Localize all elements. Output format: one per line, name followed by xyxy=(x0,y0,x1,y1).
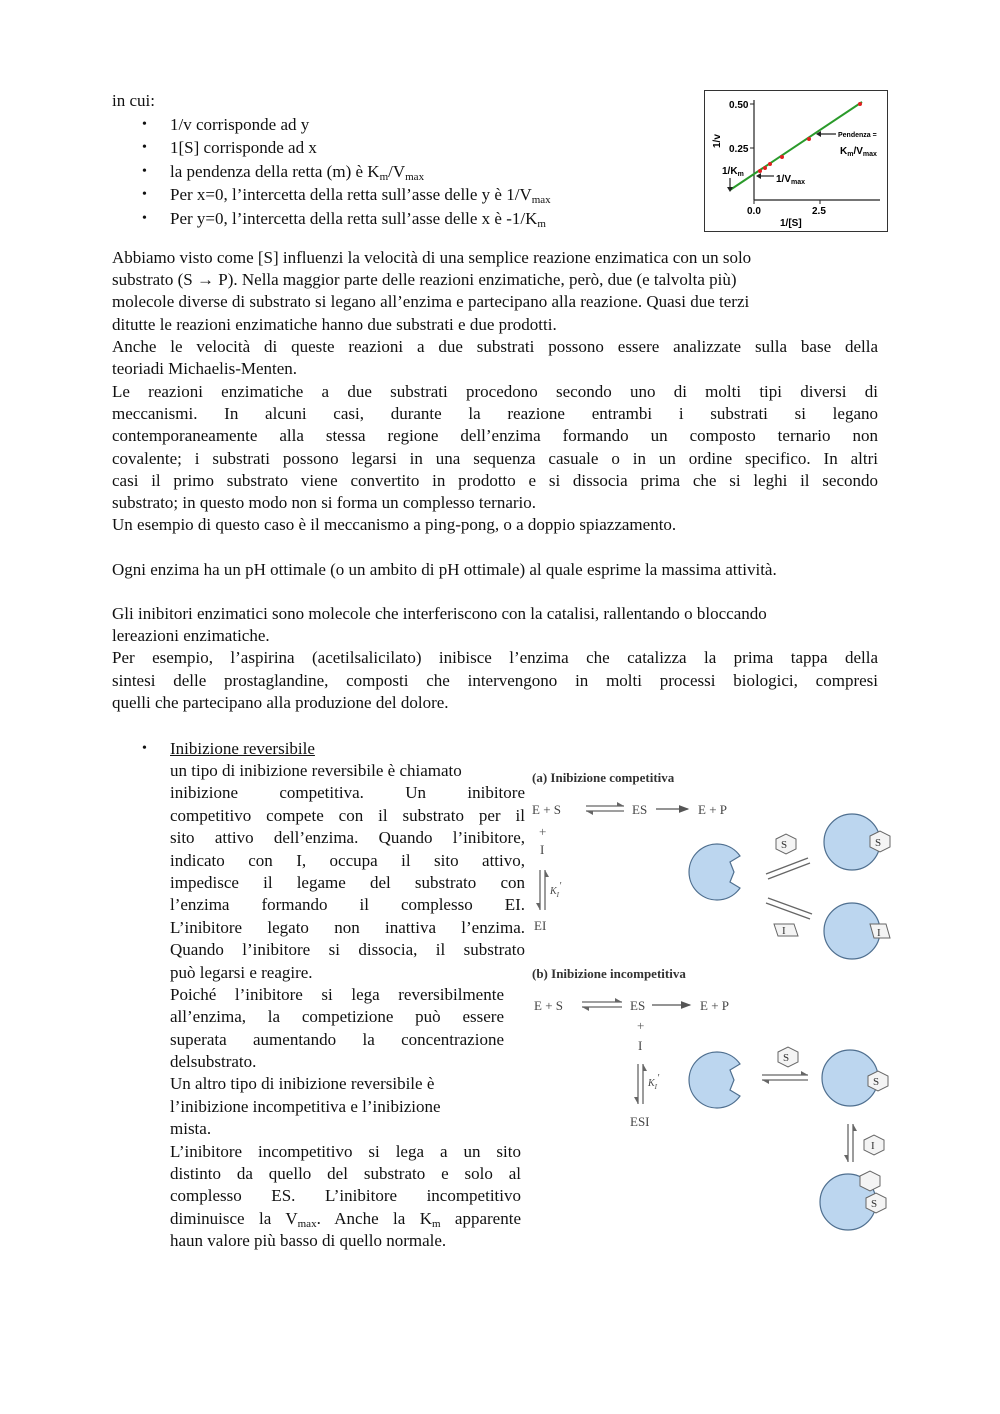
arrow-head xyxy=(762,1080,769,1084)
text-line: l’inibizione incompetitiva e l’inibizione xyxy=(170,1096,441,1116)
x-tick-label: 2.5 xyxy=(812,206,826,217)
enzyme-shape xyxy=(689,1052,740,1108)
text-line: indicato con I, occupa il sito attivo, xyxy=(170,850,525,870)
text-line: delsubstrato. xyxy=(170,1052,257,1072)
reaction-es: ES xyxy=(632,802,648,817)
substrate-label: S xyxy=(873,1076,880,1088)
panel-b-title: (b) Inibizione incompetitiva xyxy=(532,966,686,981)
bullet: • xyxy=(142,117,147,132)
text-line: mista. xyxy=(170,1119,212,1139)
inhibitor-label: I xyxy=(782,925,786,937)
ei-label: EI xyxy=(534,918,547,933)
reaction-left: E + S xyxy=(534,998,564,1013)
plot-frame xyxy=(705,91,888,232)
data-point xyxy=(780,155,784,159)
data-point xyxy=(858,102,862,106)
slope-formula: $K_m/V_{max}$ xyxy=(840,146,877,158)
bullet: • xyxy=(142,164,147,179)
text-line: Anche le velocità di queste reazioni a due substrati possono essere analizzate sulla base della xyxy=(112,337,878,356)
y-tick-label: 0.50 xyxy=(729,100,749,111)
text-line: sito attivo dell’enzima. Quando l’inibitore, xyxy=(170,828,525,848)
reaction-es: ES xyxy=(630,998,646,1013)
bullet: • xyxy=(142,187,147,202)
arrow-head xyxy=(853,1124,857,1131)
data-point xyxy=(768,162,772,166)
text-line: L’inibitore legato non inattiva l’enzima. xyxy=(170,917,525,937)
ki-label: $K_I'$ xyxy=(550,881,562,899)
substrate-label: S xyxy=(875,837,882,849)
text-line: impedisce il legame del substrato con xyxy=(170,872,525,892)
x-axis-label: 1/[S] xyxy=(780,218,802,229)
bound-inhibitor xyxy=(860,1171,880,1191)
bullet: • xyxy=(142,211,147,226)
inhibitor-label: I xyxy=(877,927,881,939)
text-line: competitivo compete con il substrato per il xyxy=(170,805,525,825)
text-line: lereazioni enzimatiche. xyxy=(112,626,270,645)
plus-sign: + xyxy=(637,1018,645,1033)
text-line: covalente; i substrati possono legarsi in una sequenza casuale o in un ordine specifico. In altri xyxy=(112,449,878,468)
arrow-head xyxy=(582,1007,589,1011)
ki-label: $K_I'$ xyxy=(648,1073,660,1091)
plus-sign: + xyxy=(539,824,547,839)
text-line: all’enzima, la competizione può essere xyxy=(170,1007,504,1027)
vmax-annotation: $1/V_{max}$ xyxy=(776,174,806,186)
text-line: substrato; in questo modo non si forma un complesso ternario. xyxy=(112,493,536,512)
inhibitor-label: I xyxy=(540,842,545,857)
text-line: Per esempio, l’aspirina (acetilsalicilato) inibisce l’enzima che catalizza la prima tappa della xyxy=(112,648,878,667)
paragraph-ph: Ogni enzima ha un pH ottimale (o un ambito di pH ottimale) al quale esprime la massima attività. xyxy=(112,560,777,579)
arrow-head xyxy=(801,1071,808,1075)
intro-text: in cui: xyxy=(112,91,155,110)
text-line: sintesi delle prostaglandine, composti che intervengono in molti processi biologici, compresi xyxy=(112,671,878,690)
substrate-label: S xyxy=(781,839,788,851)
section-heading: Inibizione reversibile xyxy=(170,739,315,758)
arrow-head xyxy=(545,870,549,877)
text-line: l’enzima formando il complesso EI. xyxy=(170,895,525,915)
list-item: la pendenza della retta (m) è $K_m/V_{max}$ xyxy=(170,162,425,183)
data-point xyxy=(758,169,762,173)
esi-label: ESI xyxy=(630,1114,650,1129)
inhibitor-shape xyxy=(774,924,798,936)
text-line: meccanismi. In alcuni casi, durante la reazione entrambi i substrati si legano xyxy=(112,404,878,423)
arrow-head xyxy=(615,998,622,1002)
arrow-head xyxy=(844,1155,848,1162)
substrate-label: S xyxy=(783,1052,790,1064)
text-line: Quando l’inibitore si dissocia, il substrato xyxy=(170,940,525,960)
arrow-head xyxy=(536,903,540,910)
bullet: • xyxy=(142,140,147,155)
text-line: inibizione competitiva. Un inibitore xyxy=(170,783,525,803)
arrow-head xyxy=(643,1064,647,1071)
text-line: Gli inibitori enzimatici sono molecole che interferiscono con la catalisi, rallentando o bloccando xyxy=(112,604,767,623)
list-item: 1[S] corrisponde ad x xyxy=(170,138,317,157)
bullet: • xyxy=(142,741,147,756)
text-line: diminuisce la $V_{max}$. Anche la $K_m$ apparente xyxy=(170,1208,521,1230)
text-line: Abbiamo visto come [S] influenzi la velocità di una semplice reazione enzimatica con un solo xyxy=(112,248,752,267)
list-item: 1/v corrisponde ad y xyxy=(170,115,310,134)
text-line: contemporaneamente alla stessa regione dell’enzima formando un composto ternario non xyxy=(112,426,878,445)
substrate-label: S xyxy=(871,1198,878,1210)
text-line: un tipo di inibizione reversibile è chiamato xyxy=(170,761,462,780)
text-line: superata aumentando la concentrazione xyxy=(170,1029,504,1049)
text-line: ditutte le reazioni enzimatiche hanno due substrati e due prodotti. xyxy=(112,315,557,334)
inhibitor-label: I xyxy=(638,1038,643,1053)
km-annotation: $1/K_m$ xyxy=(722,166,744,178)
slope-annotation: Pendenza = xyxy=(838,132,877,139)
arrow-head xyxy=(634,1097,638,1104)
text-line: Un esempio di questo caso è il meccanismo a ping-pong, o a doppio spiazzamento. xyxy=(112,515,677,534)
inhibitor-label: I xyxy=(871,1140,875,1152)
text-line: quelli che partecipano alla produzione del dolore. xyxy=(112,693,449,712)
text-line: Un altro tipo di inibizione reversibile è xyxy=(170,1074,435,1094)
x-tick-label: 0.0 xyxy=(747,206,761,217)
text-line: haun valore più basso di quello normale. xyxy=(170,1231,447,1251)
text-line: complesso ES. L’inibitore incompetitivo xyxy=(170,1186,521,1206)
text-line: molecole diverse di substrato si legano all’enzima e partecipano alla reazione. Quasi due terzi xyxy=(112,292,750,311)
arrow-head xyxy=(617,802,624,806)
text-line: Poiché l’inibitore si lega reversibilmente xyxy=(170,984,504,1004)
column-text xyxy=(170,760,525,1253)
y-tick-label: 0.25 xyxy=(729,144,749,155)
data-point xyxy=(763,166,767,170)
reaction-left: E + S xyxy=(532,802,562,817)
text-line: casi il primo substrato viene convertito in prodotto e si dissocia prima che si leghi il secondo xyxy=(112,471,878,490)
text-line: Le reazioni enzimatiche a due substrati procedono secondo uno di molti tipi diversi di xyxy=(112,382,878,401)
enzyme-shape xyxy=(689,844,740,900)
panel-a-title: (a) Inibizione competitiva xyxy=(532,770,675,785)
text-line: teoriadi Michaelis-Menten. xyxy=(112,359,298,378)
reaction-right: E + P xyxy=(700,998,730,1013)
list-item: Per y=0, l’intercetta della retta sull’asse delle x è $-1/K_m$ xyxy=(170,209,546,230)
lineweaver-burk-plot xyxy=(704,90,888,232)
data-point xyxy=(807,137,811,141)
reaction-right: E + P xyxy=(698,802,728,817)
text-line: L’inibitore incompetitivo si lega a un sito xyxy=(170,1141,521,1161)
list-item: Per x=0, l’intercetta della retta sull’asse delle y è $1/V_{max}$ xyxy=(170,185,551,206)
arrow-head xyxy=(586,811,593,815)
text-line: può legarsi e reagire. xyxy=(170,962,313,982)
text-line: substrato (S → P). Nella maggior parte delle reazioni enzimatiche, però, due (e talvolta più) xyxy=(112,270,737,289)
inhibition-figure xyxy=(530,764,900,1234)
y-axis-label: 1/v xyxy=(712,134,723,148)
text-line: distinto da quello del substrato e solo al xyxy=(170,1164,521,1184)
